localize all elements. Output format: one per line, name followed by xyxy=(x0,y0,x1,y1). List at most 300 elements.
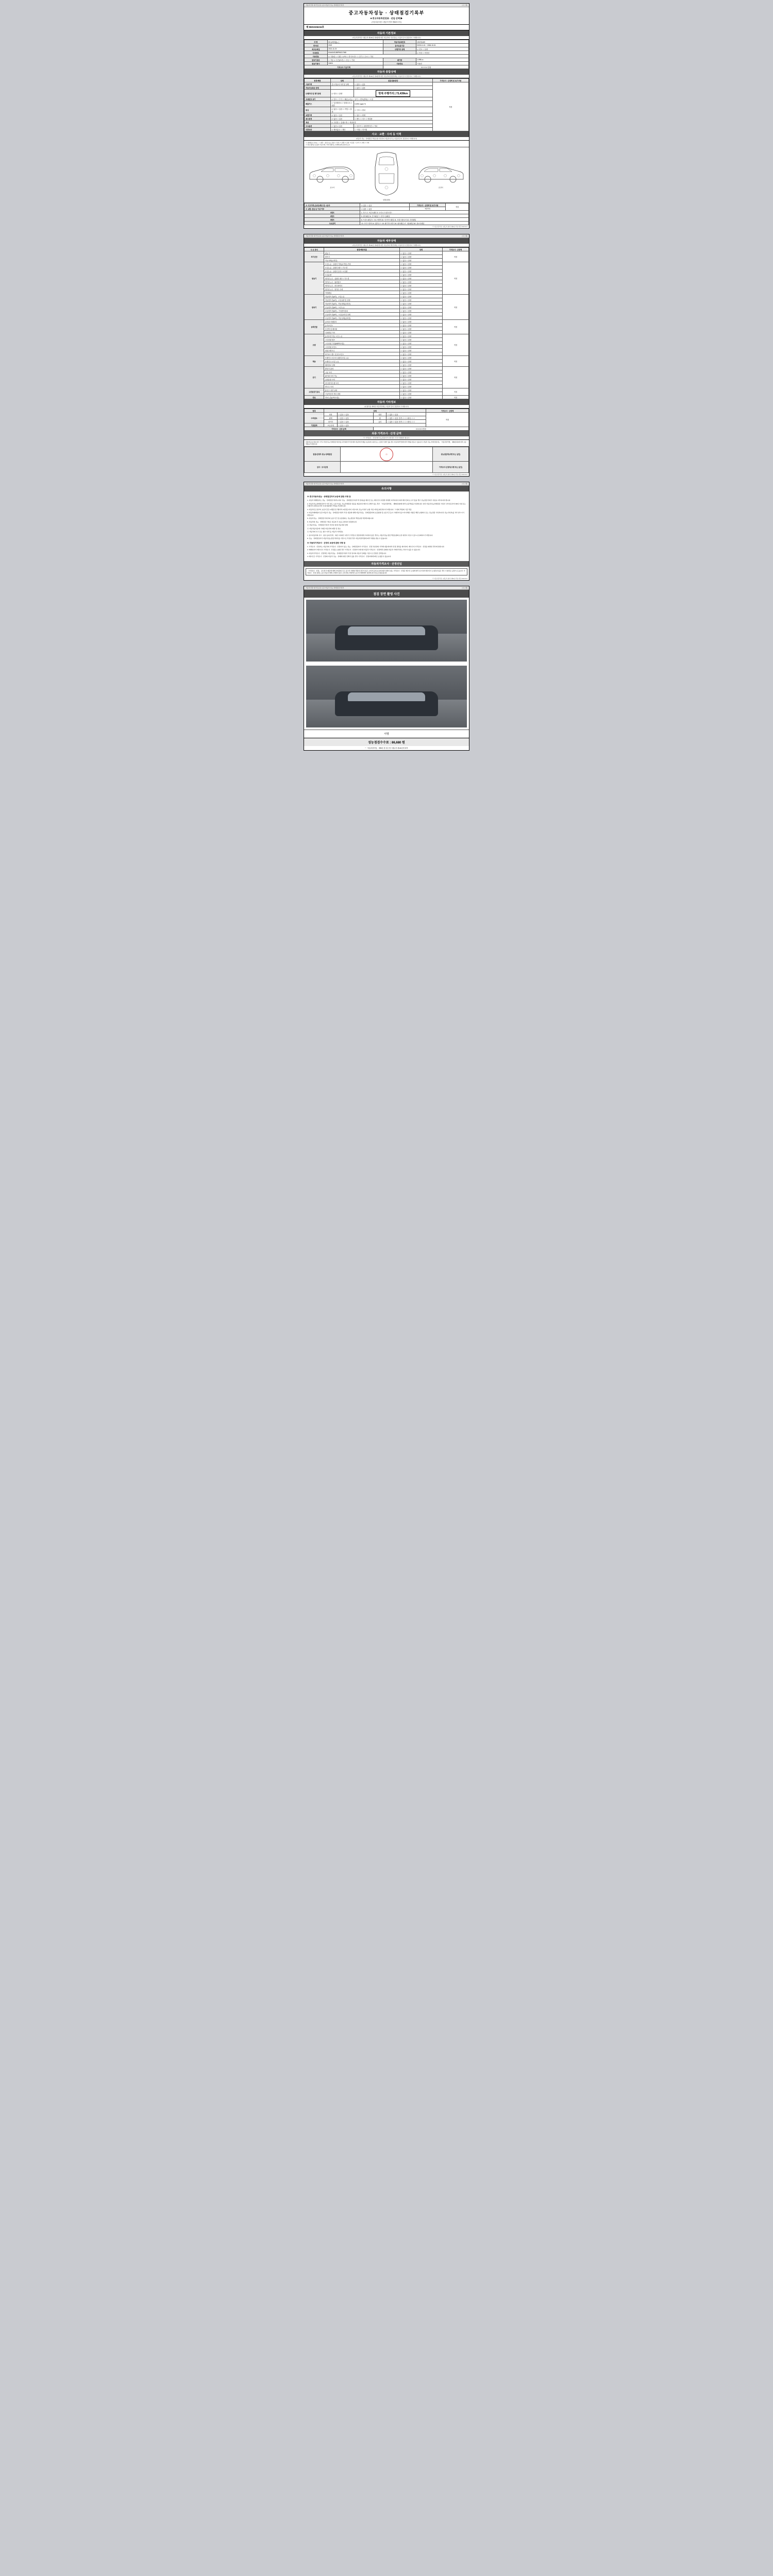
row-detail: 0.03% 1ppm % xyxy=(354,101,432,107)
item-0-2: 작동상태(공회전) xyxy=(324,259,400,262)
item-7-0: 충전구 절연 상태 xyxy=(324,388,400,392)
note-1: 적정 xyxy=(442,262,468,295)
table-row xyxy=(305,251,469,255)
detail-state-table xyxy=(304,247,469,399)
table-row xyxy=(305,388,469,392)
col-head-2: 상태 xyxy=(400,248,443,251)
col-head-3: 가격조사 · 산정액 xyxy=(442,248,468,251)
note-3: 적정 xyxy=(442,320,468,334)
sign-col-0: 성능점검자(서명 또는 날인) xyxy=(432,447,468,462)
notice-item: 2. 자동차성능상태점검자가 거짓 정도 오류가 있는 성능상태점검 내용을 제공하여 매수인 손해가 있는 경우 「자동차관리법」 제58조의4에 따라 보증책임을 부담합니다. 다만 자동차성능상태점검 기록부 교부일로부터 30일 이내 또는 주행거리 2천킬로미터 이내 범위에서 책임을 부담합니다. xyxy=(307,502,466,507)
item-8-0: 연료누출(LPG포함) xyxy=(324,396,400,399)
table-row xyxy=(305,204,469,207)
section-other-band: 자동차 기타정보 xyxy=(304,399,469,405)
sign-row1-label: 점검/산정자 성능·상태점검 xyxy=(305,447,341,462)
window-title-left-4: 자동차민원 대국민포털 | 중고자동차 성능·상태점검기록부 xyxy=(306,586,344,589)
appraisal-stamp-body: 「가격조사 · 산정」 실시되기 때문에 매매 사업장의 모든 중고차 거래의 객관성 판단이 있고 소비자 동의 보호에 의한 설명이 없는 가격조사 · 산정은 매수인 요청에 따라 실시하며 매수인이 요청하지 않은 경우 이 항목은 공란으로 둡니다. 가격조사 · 산정 결과는 중고자동차 매매 구매력이 없고 소비자의 자체적인 중고차 매매계약 결정에 참고자료로 활용됩니다. xyxy=(306,568,467,575)
table-row xyxy=(305,262,469,266)
window-title-right-3: [시스템] xyxy=(462,483,467,485)
car-diagram xyxy=(304,147,469,203)
item-3-1: 등속조인트 xyxy=(324,324,400,327)
row-state: ☐ 없음 ☐ 있음 xyxy=(354,86,432,90)
state-1-4: ☐ 없음 ☐ 불량 xyxy=(400,277,443,280)
note-8: 적정 xyxy=(442,396,468,399)
state-0-1: ☐ 없음 ☐ 불량 xyxy=(400,255,443,259)
row-item xyxy=(331,86,354,90)
group-name-5: 제동 xyxy=(305,356,324,367)
photo-car-glass xyxy=(348,626,425,635)
group-name-1: 원동기 xyxy=(305,262,324,295)
item-2-0: 자동변속기(A/T) - 오일누유 xyxy=(324,295,400,298)
table-header-row xyxy=(305,248,469,251)
row-state: ☐ 없음 ☑ 있음 xyxy=(331,124,354,128)
accident-note-value: 적정 xyxy=(446,204,469,211)
item-1-1: 오일누유 - 실린더 헤드 / 가스켓 xyxy=(324,266,400,269)
section-accident-note: (자동차 성능 · 상태점검 책임보험 가입하여 자동차사고는 다음과 같이 점검하여 기재합니다) xyxy=(304,137,469,141)
state-1-2: ☐ 없음 ☐ 불량 xyxy=(400,269,443,273)
table-row xyxy=(305,427,469,431)
row-value-2: 1,998 cc xyxy=(416,58,468,62)
item-4-3: 스티어링 조인트 xyxy=(324,345,400,349)
row-state: ☐ 일산화탄소 ☐ 탄화수소 ☐ 매연 xyxy=(331,101,354,107)
state-2-2: ☐ 없음 ☐ 불량 xyxy=(400,302,443,306)
table-row xyxy=(305,214,469,218)
table-row xyxy=(305,58,469,62)
row-label: 가격조사 기준가액 xyxy=(305,65,383,69)
photos-footer: * 「자동차관리법」 제58조 및 같은 법 시행규칙 제120조에 따라 xyxy=(365,747,408,749)
state-1-8: ☐ 없음 ☐ 불량 xyxy=(400,291,443,295)
row-value-2: ☑ 정상 ☐ 비정상 xyxy=(416,51,468,55)
window-title-right-2: [시스템] xyxy=(462,235,467,237)
state-3-3: ☐ 없음 ☐ 불량 xyxy=(400,331,443,334)
inspection-fee: 성능점검수수료 : 86,680 원 xyxy=(304,738,469,746)
state-4-4: ☐ 없음 ☐ 불량 xyxy=(400,349,443,352)
state-2-1: ☐ 없음 ☐ 불량 xyxy=(400,298,443,302)
item-7-1: 구동축전지 격리 상태 xyxy=(324,392,400,396)
col-head-1: 상태 xyxy=(331,79,354,82)
sign-row1-value xyxy=(341,447,433,462)
row-group: 튜닝 xyxy=(305,107,331,113)
section-detail-band: 자동차 세부상태 xyxy=(304,238,469,244)
state-0-2: ☐ 없음 ☐ 불량 xyxy=(400,259,443,262)
table-row xyxy=(305,320,469,324)
table-row xyxy=(305,462,469,473)
row-value-2: 190버1459 xyxy=(416,40,468,44)
notice-item: 4. 자동차매매업자 중고자동차 성능 · 상태점검기록부 작성 내용에 대해 자동차성능 · 상태점검자의 보증범위 및 보증기간 등이 기재되어 있으며 자세한 사항은 해당 보험회사 또는 성능점검 기록부(이하 성능기록부)를 교부 받으시기 바랍니다. xyxy=(307,512,464,516)
state-2-5: ☐ 없음 ☐ 불량 xyxy=(400,313,443,316)
item-1-2: 오일누유 - 실린더 블록 / 오일팬 xyxy=(324,269,400,273)
item-2-6: 수동변속기(M/T) - 작동상태(공회전) xyxy=(324,316,400,320)
table-row xyxy=(305,47,469,51)
photos-title: 점검 장면 촬영 사진 xyxy=(304,590,469,598)
col-head-0: 항목 xyxy=(305,409,324,413)
document-page xyxy=(0,0,773,766)
row-label-2: 배기량 xyxy=(383,58,416,62)
row-value: 0 0 0 0 0 만원 xyxy=(383,65,469,69)
col-head-2: 가격조사 · 산정액 xyxy=(426,409,469,413)
row-value: K5 (4세대)[뉴 ] xyxy=(327,40,383,44)
section-other-note: (위 항목을 제외한 자동차상태는 다음과 같이 점검하여 기재합니다) xyxy=(304,405,469,409)
sheet-1 xyxy=(304,3,469,229)
row-detail: ☐ 구조 ☐ 장치 xyxy=(354,107,432,113)
col-head-1: 상태 xyxy=(324,409,426,413)
table-row xyxy=(305,207,469,211)
rank-label-3: 주요골격 xyxy=(305,222,360,225)
table-row xyxy=(305,62,469,65)
window-title-left-3: 자동차민원 대국민포털 | 중고자동차 성능·상태점검기록부 xyxy=(306,483,344,485)
state-1-6: ☐ 없음 ☐ 불량 xyxy=(400,284,443,287)
table-row xyxy=(305,447,469,462)
row-value-2: ☑ 양호 ☐ 불량 xyxy=(416,47,468,51)
notice-item: 1. 자동차 매매업자는 성능 · 상태점검기록부(이하 "성능 · 상태점검기록부"라 한다)를 매수인 또는 매수인이 지정한 자에게 교부하여야 하며 매수인의 요구가 있을 경우 성능점검기록부 사본을 교부하여야 합니다. xyxy=(307,499,451,502)
accident-note-head: 가격조사 · 산정액 및 특기사항 xyxy=(410,204,446,207)
item-1-6: 냉각수누수 - 라디에이터 xyxy=(324,284,400,287)
table-row xyxy=(305,51,469,55)
state-6-1: ☐ 없음 ☐ 불량 xyxy=(400,370,443,374)
item-5-2: 배력장치 상태 xyxy=(324,363,400,367)
row-label: 차대번호 xyxy=(305,51,328,55)
row-state: ☑ 없음 ☐ 있음 xyxy=(331,117,354,121)
window-title-left-2: 자동차민원 대국민포털 | 중고자동차 성능·상태점검기록부 xyxy=(306,235,344,237)
sign-col-1: 가격조사·산정자(서명 또는 날인) xyxy=(432,462,468,473)
table-row xyxy=(305,413,469,416)
accident-question: ※ 사고이력 (유/무)/제조 및 시공사 xyxy=(305,204,360,207)
state-1-0: ☐ 없음 ☐ 불량 xyxy=(400,262,443,266)
other-state-0: ☐ 없음 ☐ 있음 xyxy=(337,413,373,416)
window-title-right: [시스템] xyxy=(462,4,467,6)
row-state: ☑ 해당없음 ☐ 해당 xyxy=(331,128,354,131)
section-overall-note: (자동차관리법 시행규칙 제120조 제1항에 따른 자동차의 종합상태는 다음과 같이 점검하여 기재합니다) xyxy=(304,75,469,78)
window-topbar xyxy=(304,4,469,7)
accident-legend xyxy=(304,141,469,147)
basic-info-table xyxy=(304,40,469,69)
group-name-8: 연료 xyxy=(305,396,324,399)
sheet-footer-2: ※ 자동차관리법 시행규칙 [별지 제82호서식] 개정 2019.8.13 xyxy=(432,474,467,476)
table-row xyxy=(305,295,469,298)
row-group: 용도변경 xyxy=(305,117,331,121)
rank-names-3: 13. 사이드멤버 14. 휠하우스 15. 패키지트레이 16. 필러패널 17. 대쉬패널 18. 플로어패널 xyxy=(360,222,469,225)
notice-band: 유의사항 xyxy=(304,486,469,492)
other-state2-1: ☐ 없음 ☐ 있음 전/후 ☐ ☐ / 좌/우 ☐ ☐ xyxy=(386,416,426,420)
notice-item: 7. 중고자동차의 사고 · 침수 등의 상세 · 교환 고지의무 여부가 가격조사 점검자에게 고지되지 않은 경우는 자동차성능점검 책임보험의 보상 대상이 아닐 수 있으니 유의하시기 바랍니다. xyxy=(307,534,433,536)
section-basic-info-band: 자동차 기본정보 xyxy=(304,30,469,36)
row-value: ☑ 가솔린 ☐ 디젤 ☐ LPG ☐ 하이브리드 ☐ 전기 ☐ 수소 ☐ 기타 xyxy=(327,55,468,58)
item-4-1: 스티어링 펌프 xyxy=(324,338,400,342)
rank-label-1: 2랭크 xyxy=(305,214,360,218)
other-group-3: 기본품목 xyxy=(305,423,324,427)
table-header-row xyxy=(305,409,469,413)
item-2-2: 자동변속기(A/T) - 작동상태(공회전) xyxy=(324,302,400,306)
other-state-1: ☐ 없음 ☐ 있음 xyxy=(337,416,373,420)
item-1-7: 냉각수누수 - 냉각수 수량 xyxy=(324,287,400,291)
col-head-0: 주 요 장치 xyxy=(305,248,324,251)
row-group: 배출가스 xyxy=(305,101,331,107)
car-label-top: 앞면(전면) xyxy=(383,199,390,201)
col-head-3: 가격조사 · 산정액 및 특기사항 xyxy=(432,79,468,82)
photo-1-wrap xyxy=(304,598,469,664)
item-1-0: 오일누유 - 실린더 커버(로커암) 커버 xyxy=(324,262,400,266)
row-value-2: 가솔린 xyxy=(416,62,468,65)
state-2-3: ☐ 없음 ☐ 불량 xyxy=(400,306,443,309)
item-2-4: 수동변속기(M/T) - 기어변속장치 xyxy=(324,309,400,313)
item-2-1: 자동변속기(A/T) - 오일유량 및 상태 xyxy=(324,298,400,302)
state-1-3: ☐ 없음 ☐ 불량 xyxy=(400,273,443,277)
state-4-5: ☐ 없음 ☐ 불량 xyxy=(400,352,443,356)
rank-names-1: 5. 쿼터패널 6. 루프패널 7. 사이드실패널 xyxy=(360,214,469,218)
table-row xyxy=(305,396,469,399)
row-note: 적정 xyxy=(432,82,468,131)
row-value: KNAG4S18BPMG17068 xyxy=(327,51,383,55)
section-accident-band: 사고 · 교환 · 수리 등 이력 xyxy=(304,131,469,137)
total-value: 0 0 0 0 0 만원 xyxy=(373,427,468,431)
notice-item-2: 2. 매매업자가 매수인이 가격조사 · 산정을 요청한 경우 가격조사 · 산정자가 제시한 자동차 가격조사 · 산정액과 실제의 자동차 거래가격과는 차이가 있을 수 있습니다. xyxy=(307,549,421,551)
other-note: 적정 xyxy=(426,413,469,427)
sign-row2-value xyxy=(341,462,433,473)
notice-item: ① 자동차성능 · 상태점검기록부 작성일 현재 자동차의 상태 xyxy=(307,524,348,527)
notice-head-2: ※ 자동차가격조사 · 산정의 보증에 관한 사항 등 xyxy=(307,541,346,544)
table-header-row xyxy=(305,79,469,82)
state-6-4: ☐ 없음 ☐ 불량 xyxy=(400,381,443,385)
car-side-left-svg xyxy=(308,161,357,186)
item-6-4: 라디에이터 팬 모터 xyxy=(324,381,400,385)
row-mileage xyxy=(354,90,432,97)
item-2-5: 수동변속기(M/T) - 오일유량 및 상태 xyxy=(324,313,400,316)
item-1-8: 커먼레일 xyxy=(324,291,400,295)
table-row xyxy=(305,367,469,370)
row-label-2: 사용연료 xyxy=(383,62,416,65)
row-group: 주요옵션 xyxy=(305,124,331,128)
state-4-3: ☐ 없음 ☐ 불량 xyxy=(400,345,443,349)
state-4-1: ☐ 없음 ☐ 불량 xyxy=(400,338,443,342)
parts-head-label: 외판부위 xyxy=(410,207,446,211)
legend-line-2: ※ 하단 항목은 승용차 기준이며, 기타 차종이는 상세부분에 준하여 표시 xyxy=(306,144,350,146)
window-topbar-3 xyxy=(304,482,469,486)
state-3-1: ☐ 없음 ☐ 불량 xyxy=(400,324,443,327)
row-label: 최초등록일 xyxy=(305,47,328,51)
row-label: 차 명 xyxy=(305,40,328,44)
photo-underbody xyxy=(306,600,467,662)
table-row xyxy=(305,222,469,225)
single-answer: ☑ 없음 ☐ 있음 xyxy=(360,207,410,211)
row-group: 특별이력 xyxy=(305,113,331,117)
table-row xyxy=(305,82,469,86)
accident-answer: ☑ 없음 ☐ 있음 xyxy=(360,204,410,207)
item-6-3: 실내송풍 모터 xyxy=(324,378,400,381)
row-detail: ☐ 선루프 ☐ 내비게이션 ☐ 기타 xyxy=(354,124,432,128)
row-state: ☑ 없음 ☐ 있음 ☐ 적법 ☐ 불법 xyxy=(331,107,354,113)
document-number: 제 9601026234호 xyxy=(304,24,469,30)
other-item-2: 타이어 xyxy=(324,420,338,423)
notice-item: 5. 자동차성능 · 상태점검기록부의 보증기간 및 보증범위는 성능점검자 책임보험 약관에 따릅니다. xyxy=(307,517,374,520)
notice-item-2: 4. 매수인은 가격조사 · 산정의 자동차 성능 · 상태에 대한 인해가 있을 경우 가격조사 · 산정자에게 확인 요청할 수 있습니다. xyxy=(307,555,392,558)
other-state2-2: ☐ 없음 ☐ 있음 전/후 ☐ ☐ / 좌/우 ☐ ☐ xyxy=(386,420,426,423)
row-label: 원동기형식 xyxy=(305,62,328,65)
state-5-1: ☐ 없음 ☐ 불량 xyxy=(400,360,443,363)
other-item2-0: 내장 xyxy=(373,413,386,416)
state-3-2: ☐ 없음 ☐ 불량 xyxy=(400,327,443,331)
row-label-2: 자동차등록번호 xyxy=(383,40,416,44)
row-state: ☑ 무변경 ☐ 전체도색 ☐ 색상변경 xyxy=(331,121,433,124)
group-name-7: 고전원전기장치 xyxy=(305,388,324,396)
item-4-0: 동력조향 작동 오일 누유 xyxy=(324,334,400,338)
final-disclaimer: 내용에 중요/정보다른 그리고 차량 성능·상태점검기록부를 교부하면서 작성자와 자동차의 상태를 보증하며, 허위 또는 오류의 기재가 있을 경우 자동차관리법에 따라 처벌을 받을 수 있습니다. 자동차 성능·상태 점검자는 「자동차관리법」 제58조의4에 따라 보증책임을 부담합니다. xyxy=(304,440,469,447)
notice-item-2: 3. 자동차가격조사 · 산정액은 자동차성능 · 상태점검기록부 작성 당시의 자동차 상태를 기준으로 산정한 금액입니다. xyxy=(307,552,387,554)
item-4-5: 타이로드엔드 및 볼 조인트 xyxy=(324,352,400,356)
window-topbar-2 xyxy=(304,234,469,238)
page-title: 중고자동차성능 · 상태점검기록부 xyxy=(348,10,425,15)
notice-item: ③ 자동차의 사고 또는 침수 이력 등 자동차 이력정보 xyxy=(307,531,343,533)
photo-car-glass-2 xyxy=(348,692,425,701)
note-4: 적정 xyxy=(442,334,468,356)
document-title-block xyxy=(304,7,469,24)
row-state: ☐ 없음 ☐ 있음 xyxy=(354,82,432,86)
appraisal-stamp-band: 자동차가격조사 · 산정선임 xyxy=(304,561,469,567)
row-label-2: 검사유효기간 xyxy=(383,44,416,47)
state-3-0: ☐ 없음 ☐ 불량 xyxy=(400,320,443,324)
row-value: ☐ 자동 ☑ 무단(CVT) ☐ 수동 ☐ 기타 xyxy=(327,58,383,62)
row-item: 중고자동차 이력 및 상태 xyxy=(331,82,354,86)
window-title-left: 자동차민원 대국민포털 | 중고자동차 성능·상태점검기록부 xyxy=(306,4,344,6)
item-0-1: 변속기 xyxy=(324,255,400,259)
row-detail: ☐ 이행 ☐ 미이행 xyxy=(354,128,432,131)
item-2-3: 수동변속기(M/T) - 오일누유 xyxy=(324,306,400,309)
car-diagram-top xyxy=(360,149,413,201)
item-6-2: 와이퍼 모터 기능 xyxy=(324,374,400,378)
section-basic-info-note: (자동차관리법 시행규칙 제120조 제1항에 따른 자동차의 기본정보는 다음과 같이 점검하여 기재합니다) xyxy=(304,36,469,40)
col-head-1: 항목/해당부품 xyxy=(324,248,400,251)
mileage-value: 현재 주행거리 | 73,439km xyxy=(376,90,410,97)
state-6-2: ☐ 없음 ☐ 불량 xyxy=(400,374,443,378)
other-state-3: ☐ 없음 ☐ 있음 xyxy=(337,423,426,427)
row-group: 자동차등록증 상태 xyxy=(305,86,331,90)
state-5-0: ☐ 없음 ☐ 불량 xyxy=(400,356,443,360)
item-5-1: 브레이크 오일 누유 xyxy=(324,360,400,363)
row-label: 사용연료 xyxy=(305,55,328,58)
rank-label-2: 3랭크 xyxy=(305,218,360,222)
item-3-3: 디퍼렌셜 기어 xyxy=(324,331,400,334)
item-4-4: 파워크랭크니 xyxy=(324,349,400,352)
item-6-0: 발전기 출력 xyxy=(324,367,400,370)
state-6-3: ☐ 없음 ☐ 불량 xyxy=(400,378,443,381)
other-item-0: 외장 xyxy=(324,413,338,416)
other-state2-0: ☐ 없음 ☐ 있음 xyxy=(386,413,426,416)
car-side-right-svg xyxy=(416,161,465,186)
notice-item: 8. 성능 · 상태점검자가 자동차성능점검기록부를 거짓으로 작성한 경우 자동차관리법에 따라 처벌을 받을 수 있습니다. xyxy=(307,537,388,540)
other-state-2: ☐ 없음 ☐ 있음 xyxy=(337,420,373,423)
sheet-footer-1: ※ 자동차관리법 시행규칙 [별지 제82호서식] 개정 2019.8.13 xyxy=(432,226,467,228)
other-info-table xyxy=(304,409,469,431)
legend-line-1: ※ (상태표시 부호) : ㄱ.교환 ㄴ.판금 또는 용접 ㄷ.부식 ㄹ.균열 ㅁ.손상 ㅂ.흠집 ㅅ.수리 ㅇ.교체 ㅈ.기타 xyxy=(306,142,369,144)
state-2-6: ☐ 없음 ☐ 불량 xyxy=(400,316,443,320)
section-detail-note: (자동차관리법 시행규칙 제120조 제1항에 따른 자동차의 세부상태는 다음과 같이 점검하여 기재합니다) xyxy=(304,244,469,247)
row-label-2 xyxy=(383,51,416,55)
total-label: 가격조사 · 산정 금액 xyxy=(305,427,374,431)
item-4-2: 스티어링 기어(MDPS포함) xyxy=(324,342,400,345)
other-item2-2: 유리 xyxy=(373,420,386,423)
row-label-2: 주행거리 상태 xyxy=(383,47,416,51)
overall-state-table xyxy=(304,78,469,131)
state-7-1: ☐ 없음 ☐ 불량 xyxy=(400,392,443,396)
row-value: 2021-11-03 xyxy=(327,47,383,51)
car-label-right: 운전석 xyxy=(438,187,443,189)
seal-icon: 印 xyxy=(380,448,393,461)
section-final-note: ※ 가격조사 · 산정자와 성능점검자가 다른경우 각각 서명날인 합니다. xyxy=(304,436,469,440)
row-detail: ☐ 침수 ☐ 화재 xyxy=(354,113,432,117)
photo-2-wrap xyxy=(304,664,469,730)
notice-item-2: 1. 가격조사 · 산정자는 자동차의 가격조사 · 산정자가 있는 성능 · 상태점검자가 가격조사 · 산정 부분한의 가격에 내용에 따라 산정 결과를 제시하며, 매수인이 가격조사 · 산정을 의뢰한 경우에 한합니다. xyxy=(307,545,445,548)
notice-item: 6. 자동차의 성능 · 상태점검 기록은 다음의 각 호를 포함하여 점검합니다. xyxy=(307,520,357,523)
sheet-2 xyxy=(304,234,469,477)
row-detail: ☐ 렌트 ☐ 리스 ☐ 영업용 xyxy=(354,117,432,121)
table-row xyxy=(305,65,469,69)
col-head-0: 항목/해당 xyxy=(305,79,331,82)
group-name-0: 자기진단 xyxy=(305,251,324,262)
other-item-1: 광택 xyxy=(324,416,338,420)
accident-summary-table xyxy=(304,203,469,225)
item-5-0: 브레이크 마스터 실린더오일 누유 xyxy=(324,356,400,360)
row-group: 색상 xyxy=(305,121,331,124)
signature-table xyxy=(304,447,469,473)
group-name-6: 전기 xyxy=(305,367,324,388)
state-2-0: ☐ 없음 ☐ 불량 xyxy=(400,295,443,298)
table-row xyxy=(305,44,469,47)
page-subtitle-note: (자동차관리법 시행규칙 별지 제82호서식) xyxy=(372,21,401,23)
other-item2-1: 휠 xyxy=(373,416,386,420)
state-4-2: ☐ 없음 ☐ 불량 xyxy=(400,342,443,345)
notice-item: ② 자동차등록증에 기재된 자동차의 제원 및 정보 xyxy=(307,527,341,530)
item-3-0: 클러치 어셈블리 xyxy=(324,320,400,324)
notice-body xyxy=(304,492,469,561)
state-2-4: ☐ 없음 ☐ 불량 xyxy=(400,309,443,313)
other-group-0: 수리필요 xyxy=(305,413,324,423)
rank-names-2: 8. 프론트패널 9. 크로스멤버 10. 인사이드패널 11. 트렁크플로어 12. 리어패널 xyxy=(360,218,469,222)
sign-row2-label: 검사 · 조사산정 xyxy=(305,462,341,473)
table-row xyxy=(305,40,469,44)
table-row xyxy=(305,218,469,222)
group-name-4: 조향 xyxy=(305,334,324,356)
state-4-0: ☐ 없음 ☐ 불량 xyxy=(400,334,443,338)
sheet-footer-3: ※ 자동차관리법 시행규칙 [별지 제82호서식] 개정 2019.8.13 xyxy=(432,578,467,580)
item-1-3: 오일유량 xyxy=(324,273,400,277)
item-0-0: 원동기 xyxy=(324,251,400,255)
item-6-5: 윈도우 모터 xyxy=(324,385,400,388)
row-state: ☑ 없음 ☐ 있음 xyxy=(331,113,354,117)
table-row xyxy=(305,55,469,58)
state-6-0: ☐ 없음 ☐ 불량 xyxy=(400,367,443,370)
table-row xyxy=(305,211,469,214)
rank-label-0: 1랭크 xyxy=(305,211,360,214)
state-0-0: ☐ 없음 ☐ 불량 xyxy=(400,251,443,255)
row-state: ☑ 양호 ☐ 부식 ☐ 훼손(오손) ☐ 상이 ☐ 변조(변타) ☐ 도말 xyxy=(331,97,433,101)
state-1-1: ☐ 없음 ☐ 불량 xyxy=(400,266,443,269)
note-0: 적정 xyxy=(442,251,468,262)
state-7-0: ☐ 없음 ☐ 불량 xyxy=(400,388,443,392)
section-final-band: 최종 가격조사 · 산정 금액 xyxy=(304,431,469,436)
car-diagram-left xyxy=(306,161,359,189)
row-group: 주행거리 및 계기상태 xyxy=(305,90,331,97)
group-name-2: 변속기 xyxy=(305,295,324,320)
single-question: ※ 교환, 판금 등 이상 여부 xyxy=(305,207,360,211)
state-6-5: ☐ 없음 ☐ 불량 xyxy=(400,385,443,388)
sheet-3-notice xyxy=(304,482,469,581)
group-name-3: 동력전달 xyxy=(305,320,324,334)
car-diagram-right xyxy=(414,161,467,189)
window-title-right-4: [시스템] xyxy=(462,586,467,589)
item-1-5: 냉각수누수 - 워터펌프 xyxy=(324,280,400,284)
car-label-left: 조수석 xyxy=(330,187,335,189)
table-row xyxy=(305,356,469,360)
col-head-2: 점검내용/판단 xyxy=(354,79,432,82)
